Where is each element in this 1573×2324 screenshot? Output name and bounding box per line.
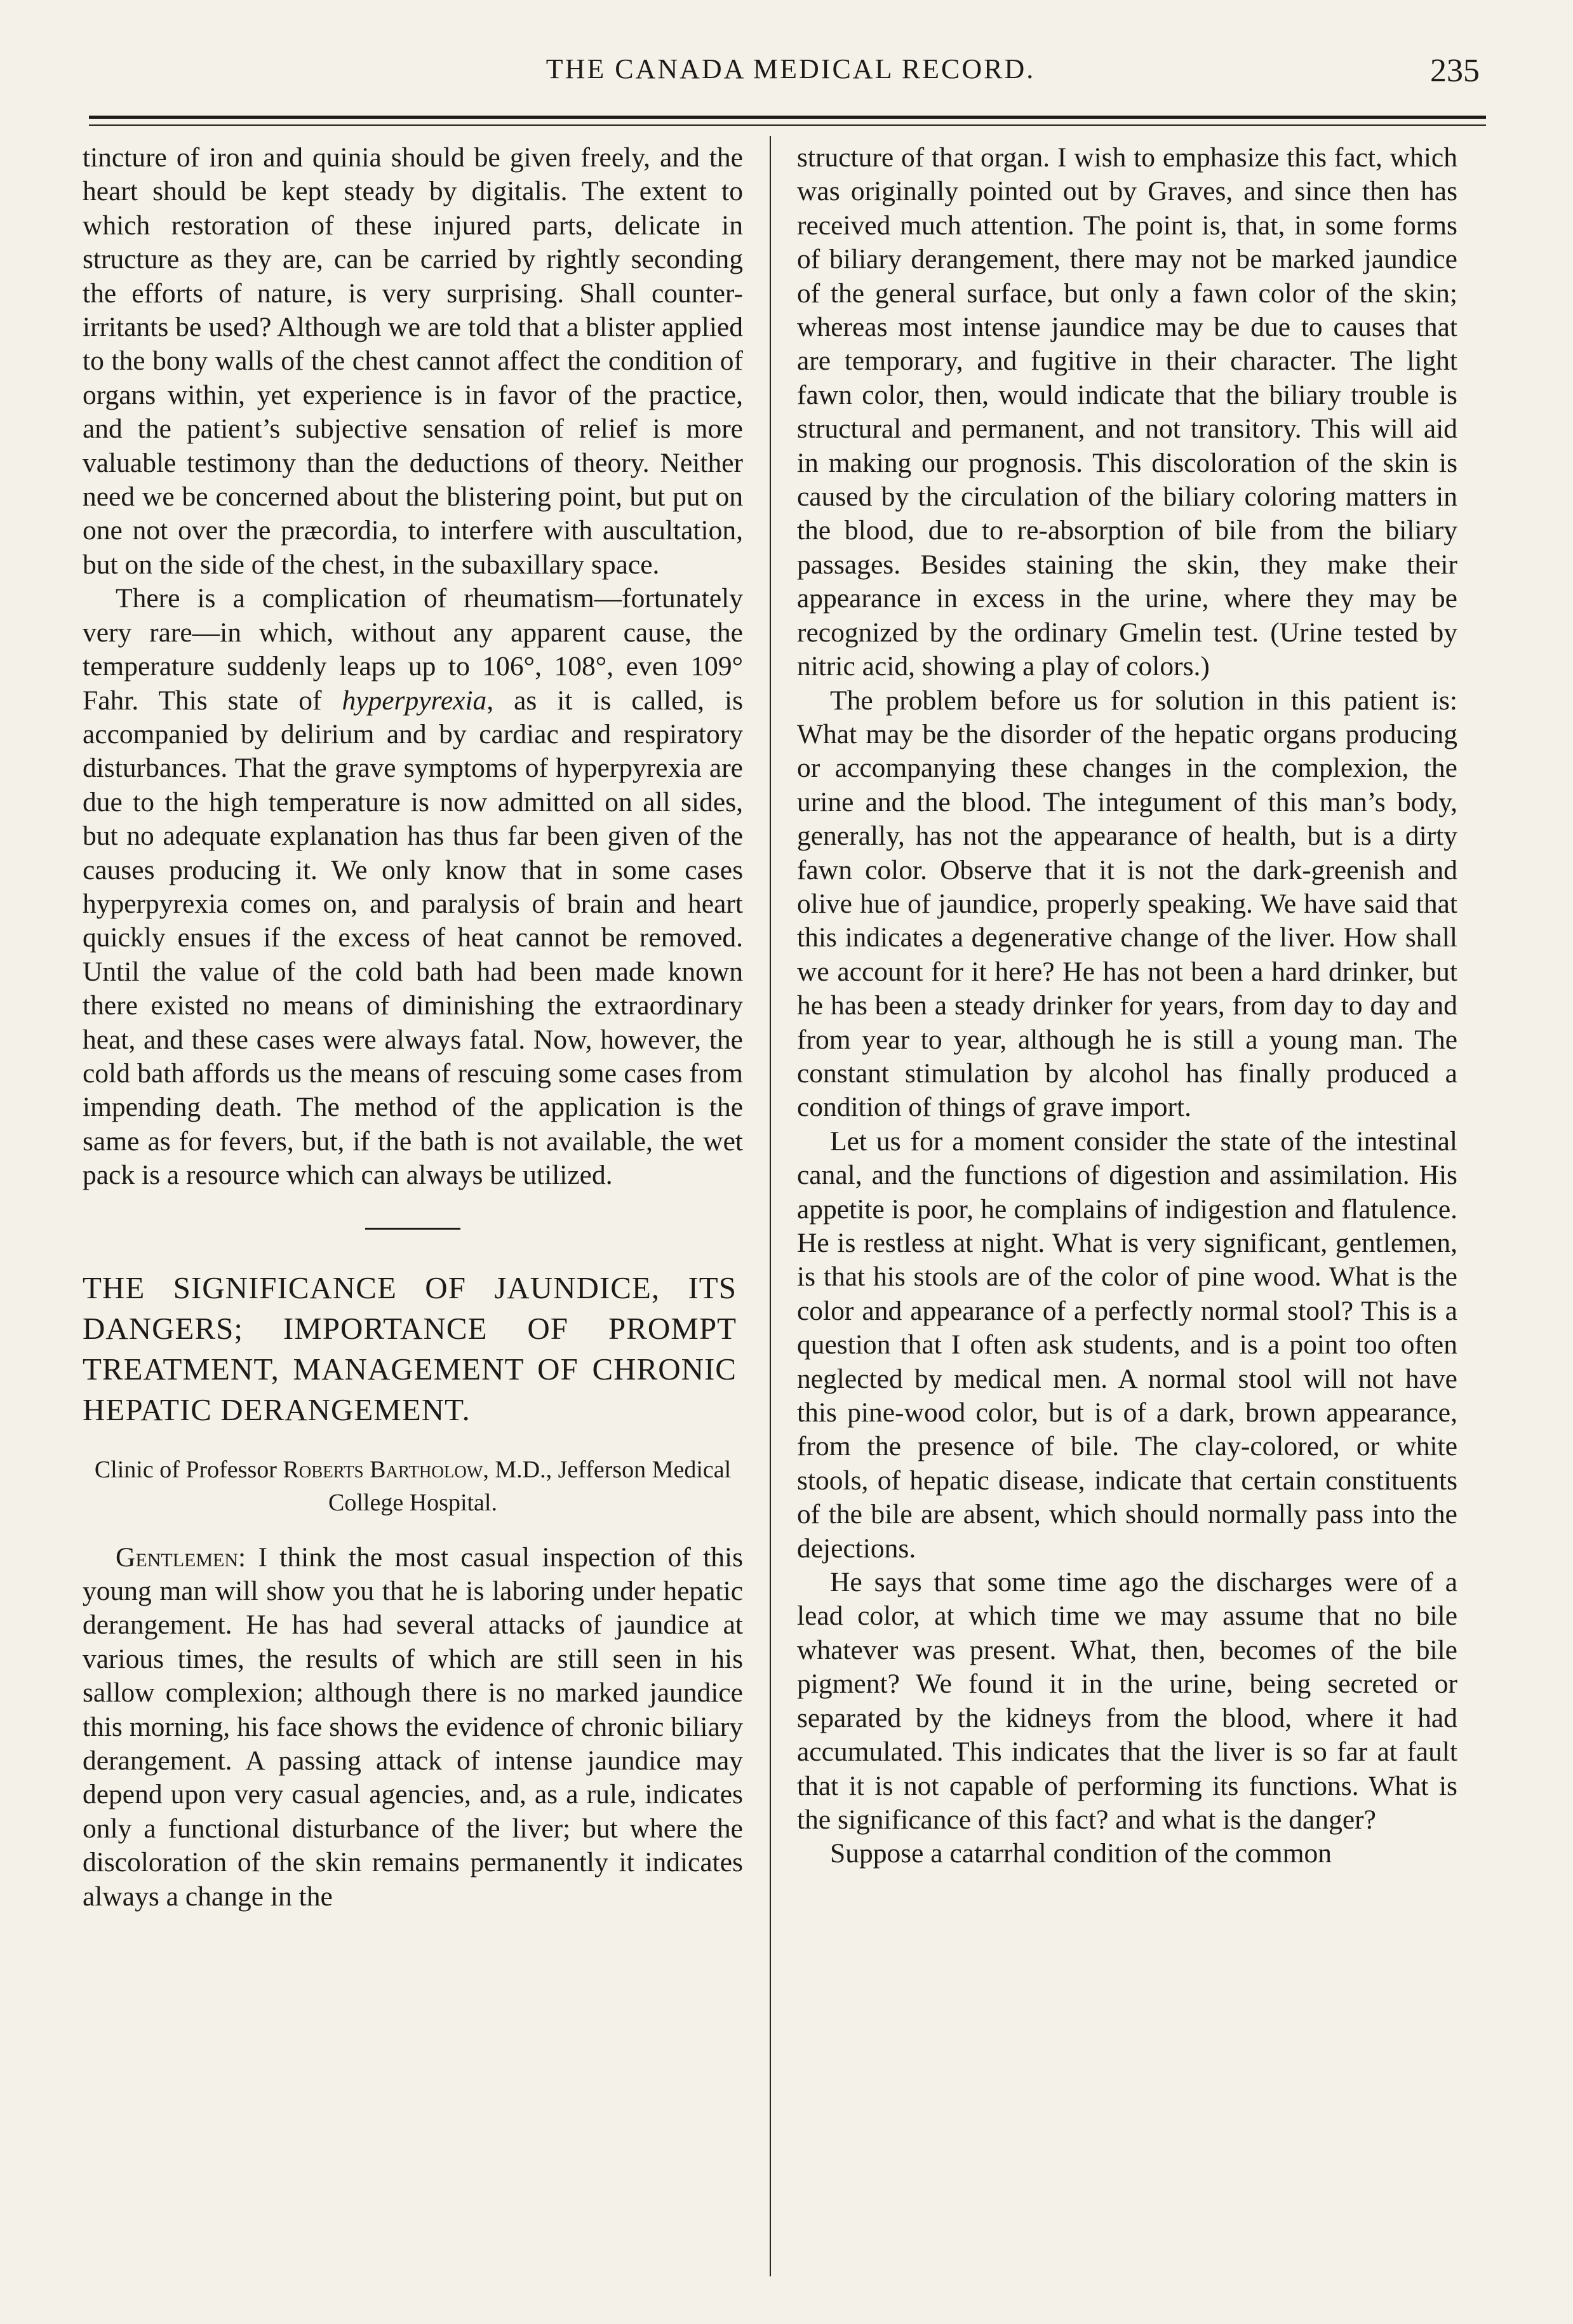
paragraph-counter-irritants: tincture of iron and quinia should be given freely, and the heart should be kept steady by digitalis. The extent to which restoration of these injured parts, delicate in structure as they are, can be carried by rightly seconding the efforts of nature, is very surprising. Shall counter-irritants be used? Although we are told that a blister applied to the bony walls of the chest cannot affect the condition of organs within, yet experience is in favor of the practice, and the patient’s subjective sensation of relief is more valuable testimony than the deductions of theory. Neither need we be concerned about the blistering point, but put on one not over the præcordia, to interfere with auscultation, but on the side of the chest, in the subaxillary space.: [83, 142, 743, 580]
article-byline: [83, 1453, 743, 1519]
paragraph-hyperpyrexia: [83, 582, 743, 1192]
paragraph-text: There is a complication of rheumatism—fortunately very rare—in which, without any apparent cause, the temperature suddenly leaps up to 106°, 108°, even 109° Fahr. This state of: [83, 583, 743, 716]
paragraph-intestinal: Let us for a moment consider the state of the intestinal canal, and the functions of digestion and assimilation. His appetite is poor, he complains of indigestion and flatulence. He is restless at night. What is very significant, gentlemen, is that his stools are of the color of pine wood. What is the color and appearance of a perfectly normal stool? This is a question that I often ask students, and is a point too often neglected by medical men. A normal stool will not have this pine-wood color, but is of a dark, brown appearance, from the presence of bile. The clay-colored, or white stools, of hepatic disease, indicate that certain constituents of the bile are absent, which should normally pass into the dejections.: [797, 1125, 1457, 1564]
paragraph-discharges: He says that some time ago the discharges were of a lead color, at which time we may assume that no bile whatever was present. What, then, becomes of the bile pigment? We found it in the urine, being secreted or separated by the kidneys from the blood, where it had accumulated. This indicates that the liver is so far at fault that it is not capable of performing its functions. What is the significance of this fact? and what is the danger?: [797, 1567, 1457, 1835]
salutation: Gentlemen: [116, 1541, 239, 1573]
byline-author: Roberts Bartholow: [283, 1456, 483, 1483]
page-header: [83, 50, 1499, 88]
paragraph-problem: The problem before us for solution in this patient is: What may be the disorder of the hepatic organs producing or accompanying these changes in the complexion, the urine and the blood. The integument of this man’s body, generally, has not the appearance of health, but is a dirty fawn color. Observe that it is not the dark-greenish and olive hue of jaundice, properly speaking. We have said that this indicates a degenerative change of the liver. How shall we account for it here? He has not been a hard drinker, but he has been a steady drinker for years, from day to day and from year to year, although he is still a young man. The constant stimulation by alcohol has finally produced a condition of things of grave import.: [797, 685, 1457, 1123]
paragraph-text: : I think the most casual inspection of this young man will show you that he is laboring under hepatic derangement. He has had several attacks of jaundice at various times, the results of which are still seen in his sallow complexion; although there is no marked jaundice this morning, his face shows the evidence of chronic biliary derangement. A passing attack of intense jaundice may depend upon very casual agencies, and, as a rule, indicates only a functional disturbance of the liver; but where the discoloration of the skin remains permanently it indicates always a change in the: [83, 1541, 743, 1912]
column-divider: [770, 136, 771, 2276]
page-number: 235: [1430, 53, 1480, 89]
paragraph-opening: [83, 1541, 743, 1914]
byline-prefix: Clinic of Professor: [94, 1456, 283, 1483]
left-column: [83, 141, 743, 2281]
paragraph-text: , as it is called, is accompanied by delirium and by cardiac and respiratory disturbances. That the grave symptoms of hyperpyrexia are due to the high temperature is now admitted on all sides, but no adequate explanation has thus far been given of the causes producing it. We only know that in some cases hyperpyrexia comes on, and paralysis of brain and heart quickly ensues if the excess of heat cannot be removed. Until the value of the cold bath had been made known there existed no means of diminishing the extraordinary heat, and these cases were always fatal. Now, however, the cold bath affords us the means of rescuing some cases from impending death. The method of the application is the same as for fevers, but, if the bath is not available, the wet pack is a resource which can always be utilized.: [83, 685, 743, 1191]
header-rule-thick: [89, 116, 1486, 119]
emphasis-term: hyperpyrexia: [342, 685, 487, 716]
article-separator: [365, 1228, 460, 1230]
running-title: THE CANADA MEDICAL RECORD.: [546, 53, 1036, 84]
byline-suffix: , M.D., Jefferson Medical College Hospital.: [328, 1456, 732, 1516]
paragraph-catarrhal: Suppose a catarrhal condition of the common: [830, 1838, 1332, 1869]
right-column: [797, 141, 1457, 2281]
header-rule-thin: [89, 124, 1486, 126]
article-title: THE SIGNIFICANCE OF JAUNDICE, ITS DANGERS; IMPORTANCE OF PROMPT TREATMENT, MANAGEMENT OF CHRONIC HEPATIC DERANGEMENT.: [83, 1270, 737, 1427]
paragraph-structure: structure of that organ. I wish to emphasize this fact, which was originally pointed out by Graves, and since then has received much attention. The point is, that, in some forms of biliary derangement, there may not be marked jaundice of the general surface, but only a fawn color of the skin; whereas most intense jaundice may be due to causes that are temporary, and fugitive in their character. The light fawn color, then, would indicate that the biliary trouble is structural and permanent, and not transitory. This will aid in making our prognosis. This discoloration of the skin is caused by the circulation of the biliary coloring matters in the blood, due to re-absorption of bile from the biliary passages. Besides staining the skin, they make their appearance in excess in the urine, where they may be recognized by the ordinary Gmelin test. (Urine tested by nitric acid, showing a play of colors.): [797, 142, 1457, 682]
